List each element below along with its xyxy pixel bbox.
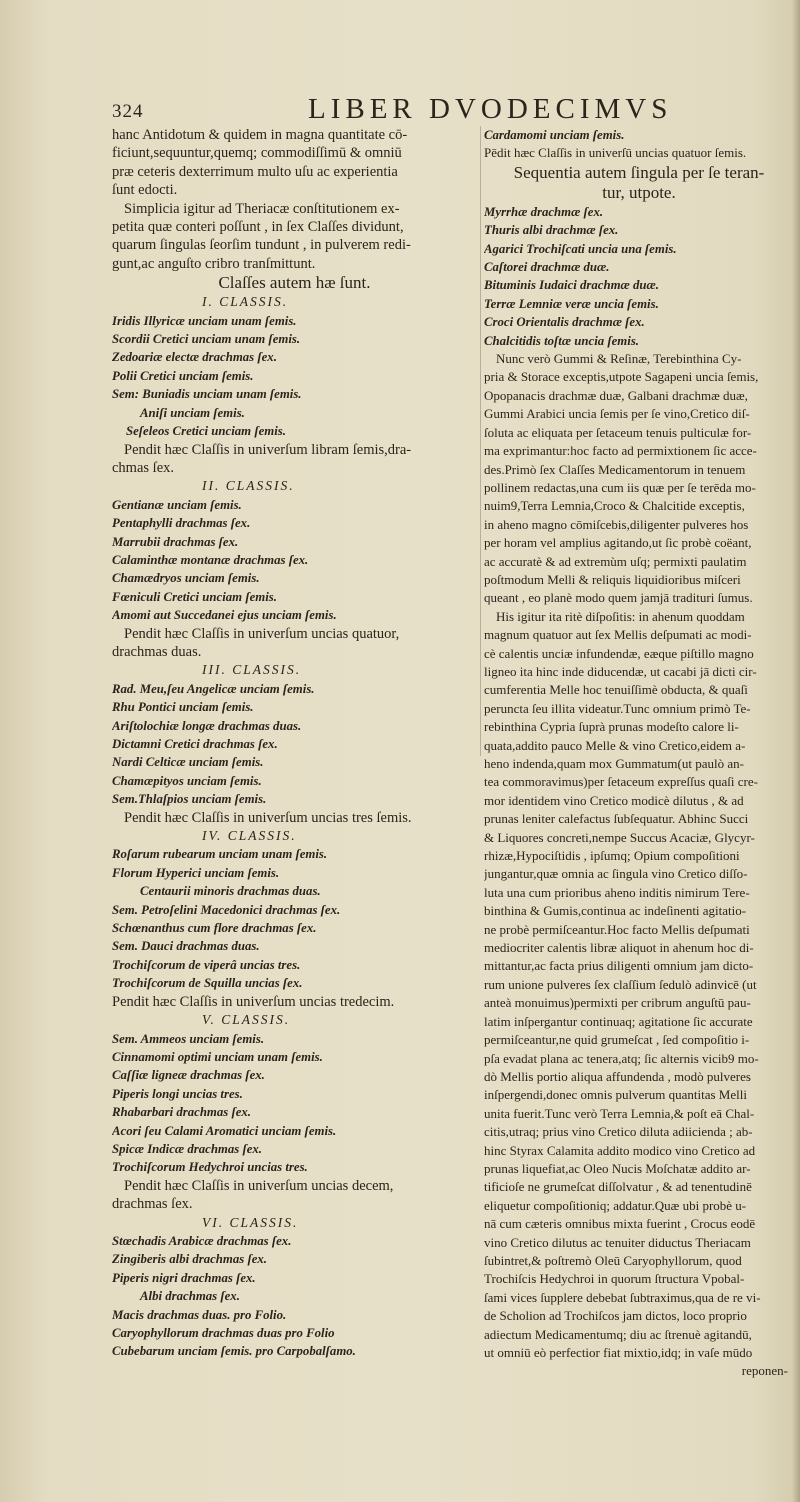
ingredient-line: Stœchadis Arabicæ drachmas ſex. [112, 1233, 292, 1248]
text-line: luta una cum prioribus aheno inditis nimirum Tere- [484, 884, 750, 900]
page-number: 324 [112, 101, 144, 122]
ingredient-line: Chalcitidis toſtæ uncia ſemis. [484, 333, 639, 348]
class-heading: II. CLASSIS. [202, 478, 295, 494]
ingredient-line: Gentianæ unciam ſemis. [112, 497, 242, 512]
text-line: per horam vel amplius agitando,ut ſic probè coëant, [484, 535, 752, 551]
text-line: de Scholion ad Trochiſcos jam dictos, loco proprio [484, 1308, 747, 1324]
ingredient-line: Bituminis Iudaici drachmæ duæ. [484, 278, 659, 293]
text-line: ligneo ita hinc inde diducendæ, ut cacabi jā dicti cir- [484, 663, 757, 679]
ingredient-line: Trochiſcorum Hedychroi uncias tres. [112, 1160, 308, 1175]
text-line: poſtmodum Melli & reliquis liquidioribus miſceri [484, 571, 741, 587]
text-line: Pendit hæc Claſſis in univerſum uncias tredecim. [112, 993, 395, 1010]
text-line: & Liquores concreti,nempe Succus Acaciæ, Glycyr- [484, 829, 755, 845]
ingredient-line: Florum Hyperici unciam ſemis. [112, 865, 280, 880]
text-line: hinc Styrax Calamita addito modico vino Cretico ad [484, 1142, 756, 1158]
text-line: citis,utraq; prius vino Cretico diluta adiicienda ; ab- [484, 1124, 753, 1140]
text-line: gunt,ac anguſto cribro tranſmittunt. [112, 255, 316, 272]
text-line: Nunc verò Gummi & Reſinæ, Terebinthina Cy- [496, 351, 742, 367]
text-line: pria & Storace exceptis,utpote Sagapeni uncia ſemis, [484, 369, 759, 385]
text-line: prunas leniter calefactus ſubſequatur. Abhinc Succi [484, 811, 749, 827]
ingredient-line: Thuris albi drachmæ ſex. [484, 223, 619, 238]
text-line: quata,addito pauco Melle & vino Cretico,eidem a- [484, 737, 746, 753]
text-line: pſa evadat plana ac tenera,atq; ſic alternis vicib9 mo- [484, 1050, 759, 1066]
ingredient-line: Seſeleos Cretici unciam ſemis. [126, 424, 286, 439]
text-line: drachmas duas. [112, 643, 202, 660]
text-line: Gummi Arabici uncia ſemis per ſe vino,Cretico diſ- [484, 406, 750, 422]
right-text-column [484, 126, 794, 1381]
text-line: queant , eo planè modo quem jamjā tradituri ſumus. [484, 590, 753, 606]
text-line: ne probè permiſceantur.Hoc facto Mellis deſpumati [484, 921, 750, 937]
ingredient-line: Roſarum rubearum unciam unam ſemis. [112, 847, 328, 862]
ingredient-line: Marrubii drachmas ſex. [112, 534, 239, 549]
text-line: mediocriter calentis libræ aliquot in ahenum hoc di- [484, 940, 754, 956]
ingredient-line: Macis drachmas duas. pro Folio. [112, 1307, 287, 1322]
text-line: Pendit hæc Claſſis in univerſum uncias tres ſemis. [124, 809, 412, 826]
ingredient-line: Polii Cretici unciam ſemis. [112, 368, 254, 383]
class-heading: III. CLASSIS. [202, 662, 302, 678]
text-line: unita fuerit.Tunc verò Terra Lemnia,& poſt eā Chal- [484, 1105, 755, 1121]
ingredient-line: Trochiſcorum de viperâ uncias tres. [112, 957, 301, 972]
ingredient-line: Spicæ Indicæ drachmas ſex. [112, 1141, 263, 1156]
text-line: latim inſpergantur continuaq; agitatione ſic accurate [484, 1013, 753, 1029]
ingredient-line: Nardi Celticæ unciam ſemis. [112, 755, 264, 770]
text-line: pollinem redactas,una cum iis quæ per ſe terēda mo- [484, 479, 756, 495]
text-line: perunctа ſeu illita videatur.Tunc omnium primò Te- [484, 700, 751, 716]
section-heading: tur, utpote. [602, 182, 676, 202]
ingredient-line: Sem. Dauci drachmas duas. [112, 939, 260, 954]
column-divider [480, 126, 481, 756]
text-line: heno indenda,quam mox Gummatum(ut paulò an- [484, 756, 744, 771]
ingredient-line: Croci Orientalis drachmæ ſex. [484, 315, 645, 330]
text-line: des.Primò ſex Claſſes Medicamentorum in tenuem [484, 461, 746, 477]
text-line: præ ceteris dexterrimum multo uſu ac experientia [112, 163, 398, 180]
text-line: vino Cretico dilutus ac tenuiter diductus Theriacam [484, 1234, 751, 1250]
text-line: rhizæ,Hypociſtidis , ipſumq; Opium compoſitioni [484, 848, 740, 864]
text-line: dò Mellis portio aliqua affundenda , modò pulveres [484, 1068, 751, 1084]
text-line: prunas liquefiat,ac Oleo Nucis Moſchatæ addito ar- [484, 1160, 751, 1176]
text-line: Trochiſcis Hedychroi in quorum ſtructura Vpobal- [484, 1271, 745, 1287]
ingredient-line: Caſtorei drachmæ duæ. [484, 260, 610, 275]
text-line: in aheno magno cōmiſcebis,diligenter pulveres hos [484, 516, 749, 532]
running-title: LIBER DVODECIMVS [308, 93, 673, 125]
ingredient-line: Zedoariæ electæ drachmas ſex. [112, 350, 277, 365]
text-line: magnum quatuor aut ſex Mellis deſpumati ac modi- [484, 627, 752, 643]
text-line: inſpergendi,donec omnis pulverum quantitas Melli [484, 1087, 747, 1103]
class-heading: I. CLASSIS. [202, 294, 289, 310]
text-line: rebinthina Cypria ſuprà prunas modeſto calore li- [484, 719, 739, 735]
text-line: ſubintret,& poſtremò Oleū Caryophyllorum, quod [484, 1252, 742, 1268]
text-line: ſami vices ſupplere debebat ſubtraximus,qua de re vi- [484, 1289, 761, 1305]
text-line: adiectum Medicamentumq; diu ac ſtrenuè agitandū, [484, 1326, 752, 1342]
text-line: binthina & Gumis,continua ac indeſinenti agitatio- [484, 903, 747, 919]
text-line: ſunt edocti. [112, 182, 178, 199]
text-line: drachmas ſex. [112, 1196, 193, 1213]
ingredient-line: Piperis nigri drachmas ſex. [112, 1270, 256, 1285]
ingredient-line: Cinnamomi optimi unciam unam ſemis. [112, 1049, 323, 1064]
text-line: quarum ſingulas ſeorſim tundunt , in pulverem redi- [112, 237, 411, 254]
text-line: ma exprimantur:hoc facto ad permixtionem ſic acce- [484, 443, 757, 459]
class-heading: V. CLASSIS. [202, 1012, 291, 1028]
ingredient-line: Iridis Illyricæ unciam unam ſemis. [112, 313, 297, 328]
text-line: mittantur,ac facta prius diligenti omnium jam dicto- [484, 958, 754, 974]
ingredient-line: Cubebarum unciam ſemis. pro Carpobalſamo. [112, 1344, 356, 1359]
ingredient-line: Centaurii minoris drachmas duas. [140, 884, 321, 899]
class-heading: VI. CLASSIS. [202, 1214, 299, 1230]
text-line: Pendit hæc Claſſis in univerſum uncias decem, [124, 1177, 394, 1194]
catchword: reponen- [741, 1363, 788, 1379]
page-edge-shadow [792, 0, 800, 1502]
ingredient-line: Zingiberis albi drachmas ſex. [112, 1252, 267, 1267]
ingredient-line: Scordii Cretici unciam unam ſemis. [112, 332, 301, 347]
text-line: Pēdit hæc Claſſis in univerſū uncias quatuor ſemis. [484, 145, 747, 161]
text-line: anteà monuimus)permixti per cribrum anguſtū pau- [484, 995, 751, 1011]
ingredient-line: Pentaphylli drachmas ſex. [112, 516, 251, 531]
left-text-column [112, 126, 477, 1361]
ingredient-line: Sem. Ammeos unciam ſemis. [112, 1031, 265, 1046]
text-line: hanc Antidotum & quidem in magna quantitate cō- [112, 127, 408, 143]
ingredient-line: Calaminthæ montanæ drachmas ſex. [112, 552, 309, 567]
ingredient-line: Sem.Thlaſpios unciam ſemis. [112, 792, 267, 807]
ingredient-line: Amomi aut Succedanei ejus unciam ſemis. [112, 608, 337, 623]
ingredient-line: Sem: Buniadis unciam unam ſemis. [112, 387, 302, 402]
ingredient-line: Trochiſcorum de Squilla uncias ſex. [112, 976, 303, 991]
text-line: petita quæ conteri poſſunt , in ſex Claſſes dividunt, [112, 219, 404, 236]
text-line: tea commoravimus)per ſetaceum expreſſus quaſi cre- [484, 774, 758, 790]
ingredient-line: Rhu Pontici unciam ſemis. [112, 700, 254, 715]
text-line: Pendit hæc Claſſis in univerſum libram ſemis,dra- [124, 441, 412, 458]
text-line: nuim9,Terra Lemnia,Croco & Chalcitide exceptis, [484, 498, 745, 514]
text-line: jungantur,quæ omnia ac ſingula vino Cretico diſſo- [484, 866, 748, 882]
text-line: Simplicia igitur ad Theriacæ conſtitutionem ex- [124, 200, 400, 217]
ingredient-line: Cardamomi unciam ſemis. [484, 128, 625, 142]
class-heading: IV. CLASSIS. [202, 828, 297, 844]
text-line: ut omniū eò perfectior fiat mixtio,idq; in vaſe mūdo [484, 1345, 753, 1360]
text-line: mor identidem vino Cretico modicè dilutus , & ad [484, 792, 744, 808]
text-line: cumferentia Melle hoc tenuiſſimè obducta, & quaſi [484, 682, 748, 698]
text-line: ficiunt,sequuntur,quemq; commodiſſimū & omniū [112, 145, 402, 162]
ingredient-line: Agarici Trochiſcati uncia una ſemis. [484, 241, 677, 256]
ingredient-line: Chamædryos unciam ſemis. [112, 571, 260, 586]
text-line: rum unione pulveres ſex claſſium ſedulò adinvicē (ut [484, 976, 757, 992]
text-line: Opopanacis drachmæ duæ, Galbani drachmæ duæ, [484, 387, 748, 403]
text-line: His igitur ita ritè diſpoſitis: in ahenum quoddam [496, 608, 745, 624]
ingredient-line: Chamæpityos unciam ſemis. [112, 773, 262, 788]
text-line: eliquetur compoſitioniq; addatur.Quæ ubi probè u- [484, 1197, 747, 1213]
page-header [112, 93, 792, 123]
text-line: ac accuratè & ad extremùm uſq; permixti paulatim [484, 553, 747, 569]
ingredient-line: Fœniculi Cretici unciam ſemis. [112, 589, 277, 604]
ingredient-line: Terræ Lemniæ veræ uncia ſemis. [484, 296, 659, 311]
text-line: chmas ſex. [112, 459, 175, 476]
ingredient-line: Piperis longi uncias tres. [112, 1086, 243, 1101]
ingredient-line: Acori ſeu Calami Aromatici unciam ſemis. [112, 1123, 337, 1138]
ingredient-line: Caſſiæ ligneæ drachmas ſex. [112, 1068, 265, 1083]
ingredient-line: Myrrhæ drachmæ ſex. [484, 204, 604, 219]
ingredient-line: Dictamni Cretici drachmas ſex. [112, 737, 278, 751]
ingredient-line: Sem. Petroſelini Macedonici drachmas ſex. [112, 902, 341, 917]
ingredient-line: Rhabarbari drachmas ſex. [112, 1105, 252, 1120]
ingredient-line: Albi drachmas ſex. [140, 1289, 240, 1304]
text-line: permiſceantur,ne quid grumeſcat , ſed compoſitio i- [484, 1032, 750, 1048]
section-heading: Sequentia autem ſingula per ſe teran- [513, 162, 765, 182]
ingredient-line: Ariſtolochiæ longæ drachmas duas. [112, 718, 302, 733]
ingredient-line: Schœnanthus cum flore drachmas ſex. [112, 921, 317, 936]
text-line: nā cum cæteris omnibus mixta fuerint , Crocus eodē [484, 1216, 756, 1232]
ingredient-line: Aniſi unciam ſemis. [140, 405, 245, 420]
text-line: cè calentis unciæ infundendæ, eæque piſtillo magno [484, 645, 754, 661]
ingredient-line: Caryophyllorum drachmas duas pro Folio [112, 1326, 335, 1340]
text-line: Pendit hæc Claſſis in univerſum uncias quatuor, [124, 625, 400, 642]
text-line: tificioſe ne grumeſcat diſſolvatur , & ad tenentudinē [484, 1179, 752, 1195]
section-heading: Claſſes autem hæ ſunt. [218, 273, 371, 293]
text-line: ſoluta ac eliquata per ſetaceum tenuis pulticulæ for- [484, 424, 752, 440]
ingredient-line: Rad. Meu,ſeu Angelicæ unciam ſemis. [112, 681, 315, 696]
